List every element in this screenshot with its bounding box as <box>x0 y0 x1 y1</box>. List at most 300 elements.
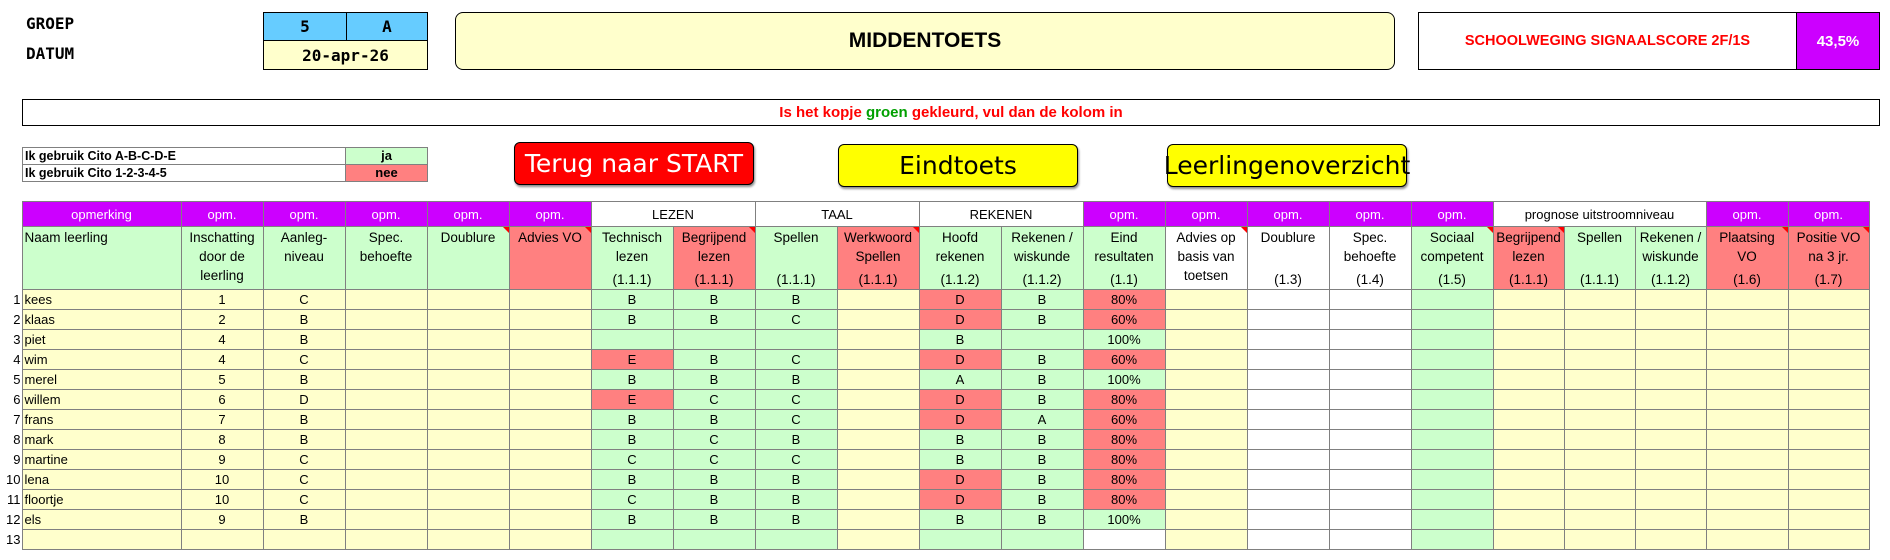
spel-cell[interactable] <box>755 490 837 510</box>
table-cell[interactable] <box>509 310 591 330</box>
student-name-cell[interactable] <box>22 490 181 510</box>
table-cell[interactable] <box>1706 310 1788 330</box>
table-cell[interactable] <box>1411 470 1493 490</box>
table-cell[interactable] <box>1247 370 1329 390</box>
table-cell[interactable] <box>427 470 509 490</box>
tech-cell[interactable] <box>591 290 673 310</box>
table-cell[interactable] <box>1493 330 1564 350</box>
rek-cell[interactable] <box>1001 310 1083 330</box>
eind-cell[interactable] <box>1083 410 1165 430</box>
aanleg-cell[interactable] <box>263 350 345 370</box>
table-cell[interactable] <box>345 410 427 430</box>
table-cell[interactable] <box>509 390 591 410</box>
table-cell[interactable] <box>837 350 919 370</box>
aanleg-cell[interactable] <box>263 290 345 310</box>
table-cell[interactable] <box>1788 430 1869 450</box>
spel-cell[interactable] <box>755 430 837 450</box>
tech-cell[interactable] <box>591 470 673 490</box>
spel-cell[interactable] <box>755 290 837 310</box>
table-cell[interactable] <box>1329 350 1411 370</box>
aanleg-cell[interactable] <box>263 330 345 350</box>
aanleg-cell[interactable] <box>263 530 345 550</box>
tech-cell[interactable] <box>591 430 673 450</box>
begr-cell[interactable] <box>673 430 755 450</box>
begr-cell[interactable] <box>673 350 755 370</box>
begr-cell[interactable] <box>673 310 755 330</box>
table-cell[interactable] <box>1788 330 1869 350</box>
table-cell[interactable] <box>1329 510 1411 530</box>
table-cell[interactable] <box>1564 510 1635 530</box>
table-cell[interactable] <box>509 450 591 470</box>
inschatting-cell[interactable] <box>181 350 263 370</box>
table-cell[interactable] <box>1329 530 1411 550</box>
group-header[interactable] <box>1411 202 1493 227</box>
datum-cell[interactable] <box>263 40 428 70</box>
table-cell[interactable] <box>1564 450 1635 470</box>
table-cell[interactable] <box>1706 510 1788 530</box>
table-cell[interactable] <box>1165 390 1247 410</box>
table-cell[interactable] <box>1493 510 1564 530</box>
table-cell[interactable] <box>345 310 427 330</box>
table-cell[interactable] <box>1564 290 1635 310</box>
table-cell[interactable] <box>1635 390 1706 410</box>
table-cell[interactable] <box>345 530 427 550</box>
hoofd-cell[interactable] <box>919 310 1001 330</box>
hoofd-cell[interactable] <box>919 430 1001 450</box>
inschatting-cell[interactable] <box>181 430 263 450</box>
rek-cell[interactable] <box>1001 390 1083 410</box>
group-header[interactable] <box>1788 202 1869 227</box>
table-cell[interactable] <box>1247 430 1329 450</box>
table-cell[interactable] <box>509 430 591 450</box>
aanleg-cell[interactable] <box>263 410 345 430</box>
begr-cell[interactable] <box>673 410 755 430</box>
tech-cell[interactable] <box>591 350 673 370</box>
table-cell[interactable] <box>1635 410 1706 430</box>
tech-cell[interactable] <box>591 390 673 410</box>
table-cell[interactable] <box>1247 490 1329 510</box>
table-cell[interactable] <box>427 510 509 530</box>
group-header[interactable] <box>1165 202 1247 227</box>
groep-letter-cell[interactable] <box>346 12 428 41</box>
groep-number-cell[interactable] <box>263 12 347 41</box>
inschatting-cell[interactable] <box>181 370 263 390</box>
spel-cell[interactable] <box>755 370 837 390</box>
table-cell[interactable] <box>1411 310 1493 330</box>
table-cell[interactable] <box>837 410 919 430</box>
student-name-cell[interactable] <box>22 390 181 410</box>
inschatting-cell[interactable] <box>181 470 263 490</box>
group-header[interactable] <box>1329 202 1411 227</box>
table-cell[interactable] <box>1165 410 1247 430</box>
table-cell[interactable] <box>1329 410 1411 430</box>
table-cell[interactable] <box>837 450 919 470</box>
table-cell[interactable] <box>1165 490 1247 510</box>
table-cell[interactable] <box>1564 350 1635 370</box>
eind-cell[interactable] <box>1083 510 1165 530</box>
table-cell[interactable] <box>1635 430 1706 450</box>
begr-cell[interactable] <box>673 450 755 470</box>
table-cell[interactable] <box>1329 450 1411 470</box>
aanleg-cell[interactable] <box>263 370 345 390</box>
table-cell[interactable] <box>427 490 509 510</box>
hoofd-cell[interactable] <box>919 290 1001 310</box>
spel-cell[interactable] <box>755 530 837 550</box>
tech-cell[interactable] <box>591 510 673 530</box>
eind-cell[interactable] <box>1083 350 1165 370</box>
eind-cell[interactable] <box>1083 490 1165 510</box>
hoofd-cell[interactable] <box>919 370 1001 390</box>
table-cell[interactable] <box>1635 510 1706 530</box>
table-cell[interactable] <box>837 510 919 530</box>
hoofd-cell[interactable] <box>919 470 1001 490</box>
tech-cell[interactable] <box>591 410 673 430</box>
begr-cell[interactable] <box>673 290 755 310</box>
tech-cell[interactable] <box>591 330 673 350</box>
inschatting-cell[interactable] <box>181 310 263 330</box>
table-cell[interactable] <box>1411 370 1493 390</box>
eind-cell[interactable] <box>1083 370 1165 390</box>
table-cell[interactable] <box>1564 370 1635 390</box>
aanleg-cell[interactable] <box>263 470 345 490</box>
table-cell[interactable] <box>1411 410 1493 430</box>
spel-cell[interactable] <box>755 510 837 530</box>
table-cell[interactable] <box>1493 390 1564 410</box>
spel-cell[interactable] <box>755 390 837 410</box>
group-header[interactable] <box>1247 202 1329 227</box>
table-cell[interactable] <box>1329 430 1411 450</box>
table-cell[interactable] <box>1706 350 1788 370</box>
student-name-cell[interactable] <box>22 350 181 370</box>
cito-row-1-value[interactable] <box>345 147 428 165</box>
table-cell[interactable] <box>1564 330 1635 350</box>
table-cell[interactable] <box>837 470 919 490</box>
table-cell[interactable] <box>427 310 509 330</box>
table-cell[interactable] <box>1493 450 1564 470</box>
table-cell[interactable] <box>1788 490 1869 510</box>
table-cell[interactable] <box>1564 390 1635 410</box>
table-cell[interactable] <box>837 370 919 390</box>
table-cell[interactable] <box>509 410 591 430</box>
hoofd-cell[interactable] <box>919 450 1001 470</box>
table-cell[interactable] <box>1788 290 1869 310</box>
table-cell[interactable] <box>1165 330 1247 350</box>
inschatting-cell[interactable] <box>181 330 263 350</box>
table-cell[interactable] <box>1411 450 1493 470</box>
table-cell[interactable] <box>1165 430 1247 450</box>
tech-cell[interactable] <box>591 490 673 510</box>
table-cell[interactable] <box>427 370 509 390</box>
table-cell[interactable] <box>345 350 427 370</box>
table-cell[interactable] <box>509 330 591 350</box>
table-cell[interactable] <box>1706 330 1788 350</box>
table-cell[interactable] <box>1247 390 1329 410</box>
table-cell[interactable] <box>1247 470 1329 490</box>
table-cell[interactable] <box>1635 450 1706 470</box>
table-cell[interactable] <box>1493 490 1564 510</box>
table-cell[interactable] <box>1247 530 1329 550</box>
begr-cell[interactable] <box>673 530 755 550</box>
hoofd-cell[interactable] <box>919 410 1001 430</box>
inschatting-cell[interactable] <box>181 530 263 550</box>
table-cell[interactable] <box>1411 390 1493 410</box>
hoofd-cell[interactable] <box>919 350 1001 370</box>
table-cell[interactable] <box>1564 490 1635 510</box>
table-cell[interactable] <box>837 290 919 310</box>
table-cell[interactable] <box>1788 310 1869 330</box>
aanleg-cell[interactable] <box>263 310 345 330</box>
aanleg-cell[interactable] <box>263 390 345 410</box>
leerlingenoverzicht-button[interactable] <box>1163 144 1411 187</box>
table-cell[interactable] <box>1411 290 1493 310</box>
group-header[interactable] <box>263 202 345 227</box>
student-name-cell[interactable] <box>22 470 181 490</box>
table-cell[interactable] <box>427 390 509 410</box>
table-cell[interactable] <box>1564 310 1635 330</box>
table-cell[interactable] <box>1165 350 1247 370</box>
rek-cell[interactable] <box>1001 330 1083 350</box>
table-cell[interactable] <box>1635 370 1706 390</box>
table-cell[interactable] <box>1411 530 1493 550</box>
table-cell[interactable] <box>1329 330 1411 350</box>
tech-cell[interactable] <box>591 370 673 390</box>
table-cell[interactable] <box>345 430 427 450</box>
table-cell[interactable] <box>345 290 427 310</box>
table-cell[interactable] <box>1411 350 1493 370</box>
inschatting-cell[interactable] <box>181 450 263 470</box>
begr-cell[interactable] <box>673 370 755 390</box>
table-cell[interactable] <box>1493 290 1564 310</box>
table-cell[interactable] <box>509 510 591 530</box>
eind-cell[interactable] <box>1083 430 1165 450</box>
inschatting-cell[interactable] <box>181 510 263 530</box>
table-cell[interactable] <box>1706 450 1788 470</box>
table-cell[interactable] <box>1635 290 1706 310</box>
begr-cell[interactable] <box>673 510 755 530</box>
begr-cell[interactable] <box>673 490 755 510</box>
table-cell[interactable] <box>427 410 509 430</box>
aanleg-cell[interactable] <box>263 510 345 530</box>
table-cell[interactable] <box>509 470 591 490</box>
student-name-cell[interactable] <box>22 370 181 390</box>
table-cell[interactable] <box>509 290 591 310</box>
table-cell[interactable] <box>1247 510 1329 530</box>
spel-cell[interactable] <box>755 310 837 330</box>
eind-cell[interactable] <box>1083 450 1165 470</box>
student-name-cell[interactable] <box>22 430 181 450</box>
table-cell[interactable] <box>1706 530 1788 550</box>
table-cell[interactable] <box>1788 450 1869 470</box>
table-cell[interactable] <box>1247 350 1329 370</box>
table-cell[interactable] <box>1635 310 1706 330</box>
group-header[interactable] <box>345 202 427 227</box>
table-cell[interactable] <box>1635 470 1706 490</box>
aanleg-cell[interactable] <box>263 450 345 470</box>
rek-cell[interactable] <box>1001 450 1083 470</box>
table-cell[interactable] <box>1493 430 1564 450</box>
spel-cell[interactable] <box>755 410 837 430</box>
table-cell[interactable] <box>1706 370 1788 390</box>
table-cell[interactable] <box>1788 530 1869 550</box>
table-cell[interactable] <box>509 530 591 550</box>
rek-cell[interactable] <box>1001 530 1083 550</box>
table-cell[interactable] <box>837 330 919 350</box>
table-cell[interactable] <box>345 510 427 530</box>
table-cell[interactable] <box>837 430 919 450</box>
hoofd-cell[interactable] <box>919 330 1001 350</box>
table-cell[interactable] <box>1329 390 1411 410</box>
hoofd-cell[interactable] <box>919 490 1001 510</box>
rek-cell[interactable] <box>1001 430 1083 450</box>
group-header[interactable] <box>509 202 591 227</box>
table-cell[interactable] <box>1706 390 1788 410</box>
table-cell[interactable] <box>837 490 919 510</box>
rek-cell[interactable] <box>1001 290 1083 310</box>
table-cell[interactable] <box>1247 290 1329 310</box>
rek-cell[interactable] <box>1001 470 1083 490</box>
rek-cell[interactable] <box>1001 410 1083 430</box>
table-cell[interactable] <box>1564 470 1635 490</box>
table-cell[interactable] <box>1165 370 1247 390</box>
tech-cell[interactable] <box>591 450 673 470</box>
table-cell[interactable] <box>1493 310 1564 330</box>
table-cell[interactable] <box>1493 410 1564 430</box>
begr-cell[interactable] <box>673 330 755 350</box>
table-cell[interactable] <box>1564 410 1635 430</box>
table-cell[interactable] <box>1165 530 1247 550</box>
spel-cell[interactable] <box>755 470 837 490</box>
rek-cell[interactable] <box>1001 370 1083 390</box>
spel-cell[interactable] <box>755 330 837 350</box>
table-cell[interactable] <box>1788 370 1869 390</box>
table-cell[interactable] <box>427 330 509 350</box>
table-cell[interactable] <box>1788 410 1869 430</box>
table-cell[interactable] <box>427 530 509 550</box>
eindtoets-button[interactable] <box>838 144 1078 187</box>
table-cell[interactable] <box>1493 350 1564 370</box>
table-cell[interactable] <box>1635 490 1706 510</box>
terug-naar-start-button[interactable] <box>514 142 754 185</box>
eind-cell[interactable] <box>1083 330 1165 350</box>
inschatting-cell[interactable] <box>181 390 263 410</box>
hoofd-cell[interactable] <box>919 530 1001 550</box>
table-cell[interactable] <box>1635 350 1706 370</box>
table-cell[interactable] <box>1411 490 1493 510</box>
table-cell[interactable] <box>345 390 427 410</box>
table-cell[interactable] <box>1165 310 1247 330</box>
tech-cell[interactable] <box>591 530 673 550</box>
student-name-cell[interactable] <box>22 450 181 470</box>
aanleg-cell[interactable] <box>263 430 345 450</box>
table-cell[interactable] <box>1493 370 1564 390</box>
spel-cell[interactable] <box>755 350 837 370</box>
table-cell[interactable] <box>1706 470 1788 490</box>
table-cell[interactable] <box>1493 470 1564 490</box>
table-cell[interactable] <box>509 370 591 390</box>
inschatting-cell[interactable] <box>181 490 263 510</box>
table-cell[interactable] <box>345 450 427 470</box>
inschatting-cell[interactable] <box>181 290 263 310</box>
table-cell[interactable] <box>837 530 919 550</box>
hoofd-cell[interactable] <box>919 390 1001 410</box>
table-cell[interactable] <box>1411 510 1493 530</box>
spel-cell[interactable] <box>755 450 837 470</box>
table-cell[interactable] <box>1706 290 1788 310</box>
group-header[interactable] <box>1706 202 1788 227</box>
table-cell[interactable] <box>1247 330 1329 350</box>
begr-cell[interactable] <box>673 390 755 410</box>
table-cell[interactable] <box>1493 530 1564 550</box>
student-name-cell[interactable] <box>22 310 181 330</box>
table-cell[interactable] <box>1329 490 1411 510</box>
table-cell[interactable] <box>1788 470 1869 490</box>
table-cell[interactable] <box>1247 450 1329 470</box>
table-cell[interactable] <box>1564 430 1635 450</box>
table-cell[interactable] <box>1165 290 1247 310</box>
eind-cell[interactable] <box>1083 290 1165 310</box>
student-name-cell[interactable] <box>22 290 181 310</box>
table-cell[interactable] <box>345 330 427 350</box>
eind-cell[interactable] <box>1083 310 1165 330</box>
table-cell[interactable] <box>1706 430 1788 450</box>
table-cell[interactable] <box>509 350 591 370</box>
table-cell[interactable] <box>1329 370 1411 390</box>
table-cell[interactable] <box>427 430 509 450</box>
table-cell[interactable] <box>427 350 509 370</box>
table-cell[interactable] <box>345 370 427 390</box>
student-name-cell[interactable] <box>22 410 181 430</box>
table-cell[interactable] <box>837 310 919 330</box>
table-cell[interactable] <box>345 470 427 490</box>
begr-cell[interactable] <box>673 470 755 490</box>
table-cell[interactable] <box>1165 470 1247 490</box>
table-cell[interactable] <box>1411 330 1493 350</box>
table-cell[interactable] <box>1411 430 1493 450</box>
table-cell[interactable] <box>1635 330 1706 350</box>
rek-cell[interactable] <box>1001 510 1083 530</box>
table-cell[interactable] <box>1165 510 1247 530</box>
table-cell[interactable] <box>837 390 919 410</box>
table-cell[interactable] <box>1635 530 1706 550</box>
table-cell[interactable] <box>427 290 509 310</box>
table-cell[interactable] <box>509 490 591 510</box>
group-header[interactable] <box>22 202 181 227</box>
table-cell[interactable] <box>345 490 427 510</box>
table-cell[interactable] <box>1706 410 1788 430</box>
table-cell[interactable] <box>1788 350 1869 370</box>
table-cell[interactable] <box>1788 510 1869 530</box>
inschatting-cell[interactable] <box>181 410 263 430</box>
table-cell[interactable] <box>1706 490 1788 510</box>
rek-cell[interactable] <box>1001 350 1083 370</box>
table-cell[interactable] <box>1329 310 1411 330</box>
hoofd-cell[interactable] <box>919 510 1001 530</box>
table-cell[interactable] <box>427 450 509 470</box>
table-cell[interactable] <box>1329 290 1411 310</box>
eind-cell[interactable] <box>1083 530 1165 550</box>
group-header[interactable] <box>1083 202 1165 227</box>
table-cell[interactable] <box>1788 390 1869 410</box>
aanleg-cell[interactable] <box>263 490 345 510</box>
table-cell[interactable] <box>1247 410 1329 430</box>
student-name-cell[interactable] <box>22 530 181 550</box>
cito-row-2-value[interactable] <box>345 164 428 182</box>
table-cell[interactable] <box>1564 530 1635 550</box>
student-name-cell[interactable] <box>22 510 181 530</box>
eind-cell[interactable] <box>1083 390 1165 410</box>
eind-cell[interactable] <box>1083 470 1165 490</box>
group-header[interactable] <box>181 202 263 227</box>
